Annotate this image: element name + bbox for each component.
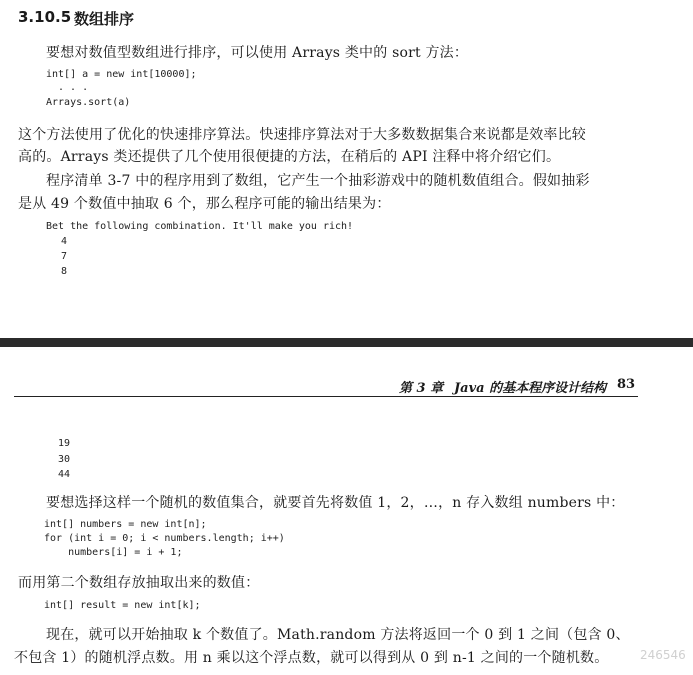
section-title: 数组排序 <box>74 10 135 28</box>
code-result-line-1: int[] result = new int[k]; <box>44 600 201 611</box>
watermark: 246546 <box>640 648 686 662</box>
code-output-number: 44 <box>58 469 71 480</box>
code-numbers-line-3: numbers[i] = i + 1; <box>44 547 183 558</box>
paragraph-numbers-intro: 要想选择这样一个随机的数值集合，就要首先将数值 1，2，…，n 存入数组 numbers 中： <box>46 495 625 511</box>
paragraph-quicksort-line-2: 高的。Arrays 类还提供了几个使用很便捷的方法，在稍后的 API 注释中将介绍它们。 <box>18 149 561 165</box>
code-sort-line-1: int[] a = new int[10000]; <box>46 69 197 80</box>
running-header-title: Java 的基本程序设计结构 <box>454 381 607 396</box>
paragraph-sort-intro: 要想对数值型数组进行排序，可以使用 Arrays 类中的 sort 方法： <box>46 45 469 61</box>
code-output-number: 19 <box>58 438 71 449</box>
code-sort-line-3: Arrays.sort(a) <box>46 97 131 108</box>
section-number: 3.10.5 <box>18 8 72 26</box>
code-output-number: 7 <box>61 251 68 262</box>
code-output-number: 30 <box>58 454 71 465</box>
code-sort-line-2: . . . <box>58 82 89 93</box>
code-output-line-1: Bet the following combination. It'll make you rich! <box>46 221 354 232</box>
paragraph-random-line-1: 现在，就可以开始抽取 k 个数值了。Math.random 方法将返回一个 0 到 1 之间（包含 0、 <box>46 627 630 643</box>
code-numbers-line-1: int[] numbers = new int[n]; <box>44 519 207 530</box>
running-header-page-number: 83 <box>617 377 636 392</box>
header-rule <box>14 396 638 397</box>
paragraph-quicksort-line-1: 这个方法使用了优化的快速排序算法。快速排序算法对于大多数数据集合来说都是效率比较 <box>18 127 586 143</box>
paragraph-lottery-line-2: 是从 49 个数值中抽取 6 个，那么程序可能的输出结果为： <box>18 196 391 212</box>
code-output-number: 4 <box>61 236 68 247</box>
code-numbers-line-2: for (int i = 0; i < numbers.length; i++) <box>44 533 285 544</box>
code-output-number: 8 <box>61 266 68 277</box>
paragraph-random-line-2: 不包含 1）的随机浮点数。用 n 乘以这个浮点数，就可以得到从 0 到 n-1 之间的一个随机数。 <box>14 650 609 666</box>
paragraph-result-intro: 而用第二个数组存放抽取出来的数值： <box>18 575 260 591</box>
running-header-chapter: 第 3 章 <box>399 381 444 396</box>
paragraph-lottery-line-1: 程序清单 3-7 中的程序用到了数组，它产生一个抽彩游戏中的随机数值组合。假如抽彩 <box>46 173 590 189</box>
page-divider <box>0 338 693 347</box>
